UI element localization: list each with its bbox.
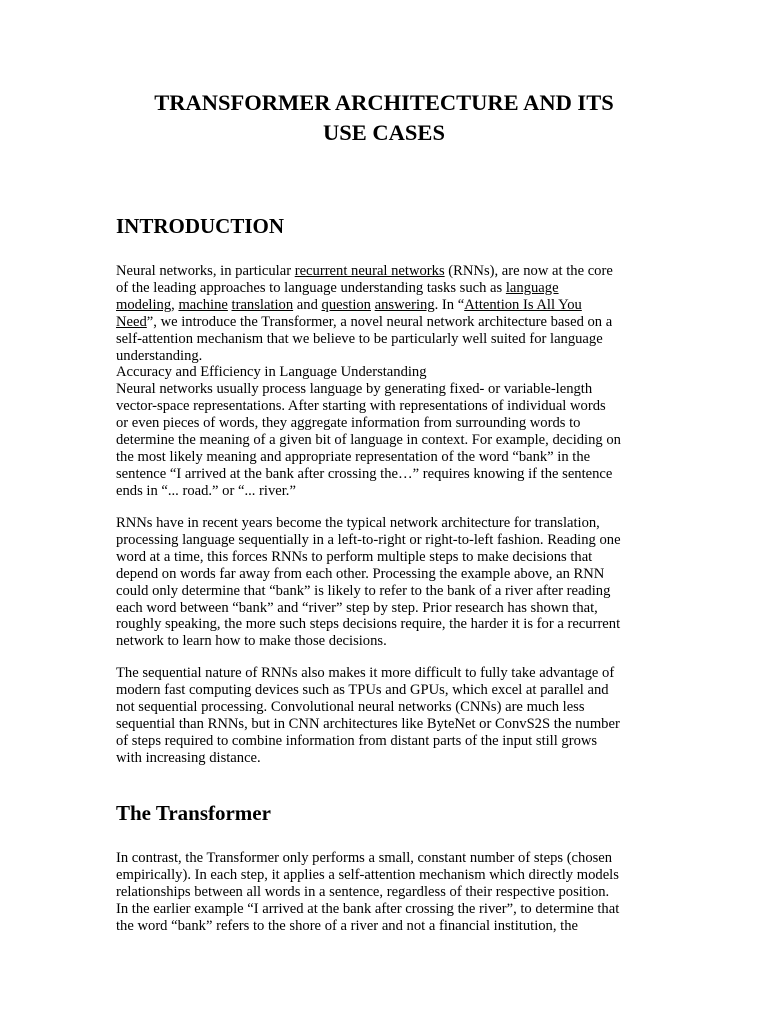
text-line: depend on words far away from each other. Processing the example above, an RNN bbox=[116, 565, 605, 582]
text-line: or even pieces of words, they aggregate information from surrounding words to bbox=[116, 415, 581, 432]
link-question-answering[interactable]: question bbox=[321, 296, 371, 313]
text-line: ends in “... road.” or “... river.” bbox=[116, 482, 296, 499]
link-question-answering[interactable]: answering bbox=[374, 296, 435, 313]
text-line: modern fast computing devices such as TPUs and GPUs, which excel at parallel and bbox=[116, 681, 609, 698]
text-line bbox=[116, 314, 656, 331]
link-language-modeling[interactable]: language bbox=[505, 279, 559, 296]
text-line: vector-space representations. After starting with representations of individual words bbox=[116, 398, 606, 415]
text-span: ”, we introduce the Transformer, a novel neural network architecture based on a bbox=[146, 313, 613, 330]
title-line: USE CASES bbox=[323, 120, 445, 145]
text-span: of the leading approaches to language understanding tasks such as bbox=[116, 279, 506, 296]
text-line bbox=[116, 297, 656, 314]
title-line: TRANSFORMER ARCHITECTURE AND ITS bbox=[154, 90, 614, 115]
transformer-paragraph bbox=[116, 850, 656, 935]
text-line: understanding. bbox=[116, 347, 203, 364]
text-line: sequential than RNNs, but in CNN architectures like ByteNet or ConvS2S the number bbox=[116, 715, 620, 732]
sequential-paragraph bbox=[116, 665, 656, 766]
text-line: each word between “bank” and “river” step by step. Prior research has shown that, bbox=[116, 599, 598, 616]
text-line bbox=[116, 263, 656, 280]
text-line: of steps required to combine information from distant parts of the input still grows bbox=[116, 732, 598, 749]
link-recurrent-neural-networks[interactable]: recurrent neural networks bbox=[294, 263, 445, 279]
accuracy-heading: Accuracy and Efficiency in Language Understanding bbox=[116, 364, 427, 381]
text-line: processing language sequentially in a left-to-right or right-to-left fashion. Reading one bbox=[116, 531, 621, 548]
rnns-paragraph bbox=[116, 515, 656, 650]
text-line: The sequential nature of RNNs also makes it more difficult to fully take advantage of bbox=[116, 665, 615, 681]
text-line bbox=[116, 280, 656, 297]
link-machine-translation[interactable]: translation bbox=[231, 296, 294, 313]
text-line: self-attention mechanism that we believe to be particularly well suited for language bbox=[116, 330, 603, 347]
link-machine-translation[interactable]: machine bbox=[178, 296, 228, 313]
text-line: In the earlier example “I arrived at the bank after crossing the river”, to determine that bbox=[116, 900, 620, 917]
link-language-modeling[interactable]: modeling bbox=[116, 296, 172, 313]
transformer-heading: The Transformer bbox=[116, 801, 271, 825]
text-line: determine the meaning of a given bit of language in context. For example, deciding on bbox=[116, 432, 621, 449]
text-span: . In “ bbox=[434, 296, 465, 313]
text-line: empirically). In each step, it applies a self-attention mechanism which directly models bbox=[116, 866, 619, 883]
document-title bbox=[100, 88, 668, 148]
introduction-heading: INTRODUCTION bbox=[116, 214, 285, 238]
text-line: with increasing distance. bbox=[116, 749, 261, 766]
text-line: not sequential processing. Convolutional neural networks (CNNs) are much less bbox=[116, 698, 585, 715]
text-line: In contrast, the Transformer only performs a small, constant number of steps (chosen bbox=[116, 850, 613, 866]
text-span: (RNNs), are now at the core bbox=[444, 263, 613, 279]
link-attention-is-all-you-need[interactable]: Need bbox=[116, 313, 147, 330]
link-attention-is-all-you-need[interactable]: Attention Is All You bbox=[464, 296, 582, 313]
text-span: Neural networks, in particular bbox=[116, 263, 295, 279]
text-line: RNNs have in recent years become the typical network architecture for translation, bbox=[116, 515, 600, 531]
text-line: the most likely meaning and appropriate representation of the word “bank” in the bbox=[116, 448, 591, 465]
text-line: Neural networks usually process language by generating fixed- or variable-length bbox=[116, 381, 593, 398]
intro-paragraph bbox=[116, 263, 656, 500]
text-line: sentence “I arrived at the bank after crossing the…” requires knowing if the sentence bbox=[116, 465, 613, 482]
text-span: and bbox=[293, 296, 322, 313]
text-line: the word “bank” refers to the shore of a river and not a financial institution, the bbox=[116, 917, 578, 934]
text-line: could only determine that “bank” is likely to refer to the bank of a river after reading bbox=[116, 582, 611, 599]
text-line: relationships between all words in a sentence, regardless of their respective position. bbox=[116, 883, 610, 900]
text-span: , bbox=[171, 296, 179, 313]
text-line: word at a time, this forces RNNs to perform multiple steps to make decisions that bbox=[116, 548, 593, 565]
text-line: roughly speaking, the more such steps decisions require, the harder it is for a recurrent bbox=[116, 616, 621, 633]
text-line: network to learn how to make those decisions. bbox=[116, 633, 387, 650]
